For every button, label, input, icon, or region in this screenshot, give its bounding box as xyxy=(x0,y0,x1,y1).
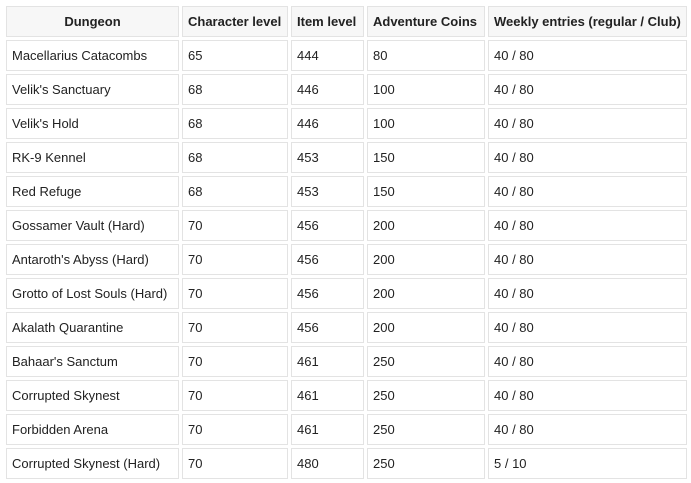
cell-dungeon: Corrupted Skynest xyxy=(6,380,179,411)
cell-item-level: 453 xyxy=(291,176,364,207)
cell-dungeon: Velik's Sanctuary xyxy=(6,74,179,105)
cell-item-level: 461 xyxy=(291,414,364,445)
table-row xyxy=(6,108,687,139)
cell-adventure-coins: 200 xyxy=(367,210,485,241)
cell-weekly-entries: 40 / 80 xyxy=(488,346,687,377)
cell-adventure-coins: 250 xyxy=(367,346,485,377)
cell-item-level: 456 xyxy=(291,278,364,309)
cell-weekly-entries: 40 / 80 xyxy=(488,74,687,105)
table-body xyxy=(6,40,687,479)
cell-dungeon: Macellarius Catacombs xyxy=(6,40,179,71)
cell-item-level: 446 xyxy=(291,108,364,139)
cell-character-level: 70 xyxy=(182,380,288,411)
cell-adventure-coins: 200 xyxy=(367,312,485,343)
cell-dungeon: Forbidden Arena xyxy=(6,414,179,445)
header-dungeon: Dungeon xyxy=(6,6,179,37)
cell-item-level: 461 xyxy=(291,380,364,411)
table-header-row xyxy=(6,6,687,37)
cell-weekly-entries: 40 / 80 xyxy=(488,278,687,309)
cell-item-level: 456 xyxy=(291,244,364,275)
cell-adventure-coins: 250 xyxy=(367,448,485,479)
cell-character-level: 70 xyxy=(182,312,288,343)
cell-weekly-entries: 5 / 10 xyxy=(488,448,687,479)
cell-item-level: 461 xyxy=(291,346,364,377)
cell-item-level: 456 xyxy=(291,312,364,343)
cell-adventure-coins: 250 xyxy=(367,380,485,411)
cell-adventure-coins: 100 xyxy=(367,74,485,105)
cell-dungeon: Bahaar's Sanctum xyxy=(6,346,179,377)
cell-weekly-entries: 40 / 80 xyxy=(488,142,687,173)
cell-weekly-entries: 40 / 80 xyxy=(488,414,687,445)
cell-dungeon: RK-9 Kennel xyxy=(6,142,179,173)
cell-adventure-coins: 150 xyxy=(367,176,485,207)
cell-character-level: 68 xyxy=(182,74,288,105)
table-row xyxy=(6,414,687,445)
cell-item-level: 453 xyxy=(291,142,364,173)
cell-adventure-coins: 100 xyxy=(367,108,485,139)
table-row xyxy=(6,40,687,71)
table-row xyxy=(6,346,687,377)
cell-weekly-entries: 40 / 80 xyxy=(488,176,687,207)
cell-dungeon: Corrupted Skynest (Hard) xyxy=(6,448,179,479)
cell-character-level: 65 xyxy=(182,40,288,71)
cell-adventure-coins: 250 xyxy=(367,414,485,445)
cell-character-level: 68 xyxy=(182,176,288,207)
cell-item-level: 446 xyxy=(291,74,364,105)
cell-dungeon: Gossamer Vault (Hard) xyxy=(6,210,179,241)
cell-dungeon: Grotto of Lost Souls (Hard) xyxy=(6,278,179,309)
table-row xyxy=(6,176,687,207)
header-item-level: Item level xyxy=(291,6,364,37)
cell-dungeon: Velik's Hold xyxy=(6,108,179,139)
cell-character-level: 70 xyxy=(182,244,288,275)
cell-dungeon: Akalath Quarantine xyxy=(6,312,179,343)
table-row xyxy=(6,142,687,173)
cell-character-level: 68 xyxy=(182,108,288,139)
table-row xyxy=(6,74,687,105)
header-character-level: Character level xyxy=(182,6,288,37)
cell-item-level: 456 xyxy=(291,210,364,241)
cell-weekly-entries: 40 / 80 xyxy=(488,312,687,343)
table-row xyxy=(6,380,687,411)
table-row xyxy=(6,448,687,479)
table-row xyxy=(6,244,687,275)
cell-adventure-coins: 150 xyxy=(367,142,485,173)
table-row xyxy=(6,210,687,241)
cell-dungeon: Red Refuge xyxy=(6,176,179,207)
cell-weekly-entries: 40 / 80 xyxy=(488,40,687,71)
cell-item-level: 444 xyxy=(291,40,364,71)
cell-item-level: 480 xyxy=(291,448,364,479)
cell-adventure-coins: 200 xyxy=(367,278,485,309)
table-row xyxy=(6,312,687,343)
cell-character-level: 70 xyxy=(182,414,288,445)
cell-weekly-entries: 40 / 80 xyxy=(488,108,687,139)
dungeon-table xyxy=(3,3,690,482)
cell-adventure-coins: 200 xyxy=(367,244,485,275)
cell-character-level: 70 xyxy=(182,448,288,479)
cell-character-level: 70 xyxy=(182,346,288,377)
header-weekly-entries: Weekly entries (regular / Club) xyxy=(488,6,687,37)
cell-adventure-coins: 80 xyxy=(367,40,485,71)
cell-character-level: 70 xyxy=(182,210,288,241)
cell-character-level: 70 xyxy=(182,278,288,309)
cell-weekly-entries: 40 / 80 xyxy=(488,380,687,411)
cell-weekly-entries: 40 / 80 xyxy=(488,210,687,241)
cell-dungeon: Antaroth's Abyss (Hard) xyxy=(6,244,179,275)
cell-character-level: 68 xyxy=(182,142,288,173)
header-adventure-coins: Adventure Coins xyxy=(367,6,485,37)
cell-weekly-entries: 40 / 80 xyxy=(488,244,687,275)
table-row xyxy=(6,278,687,309)
